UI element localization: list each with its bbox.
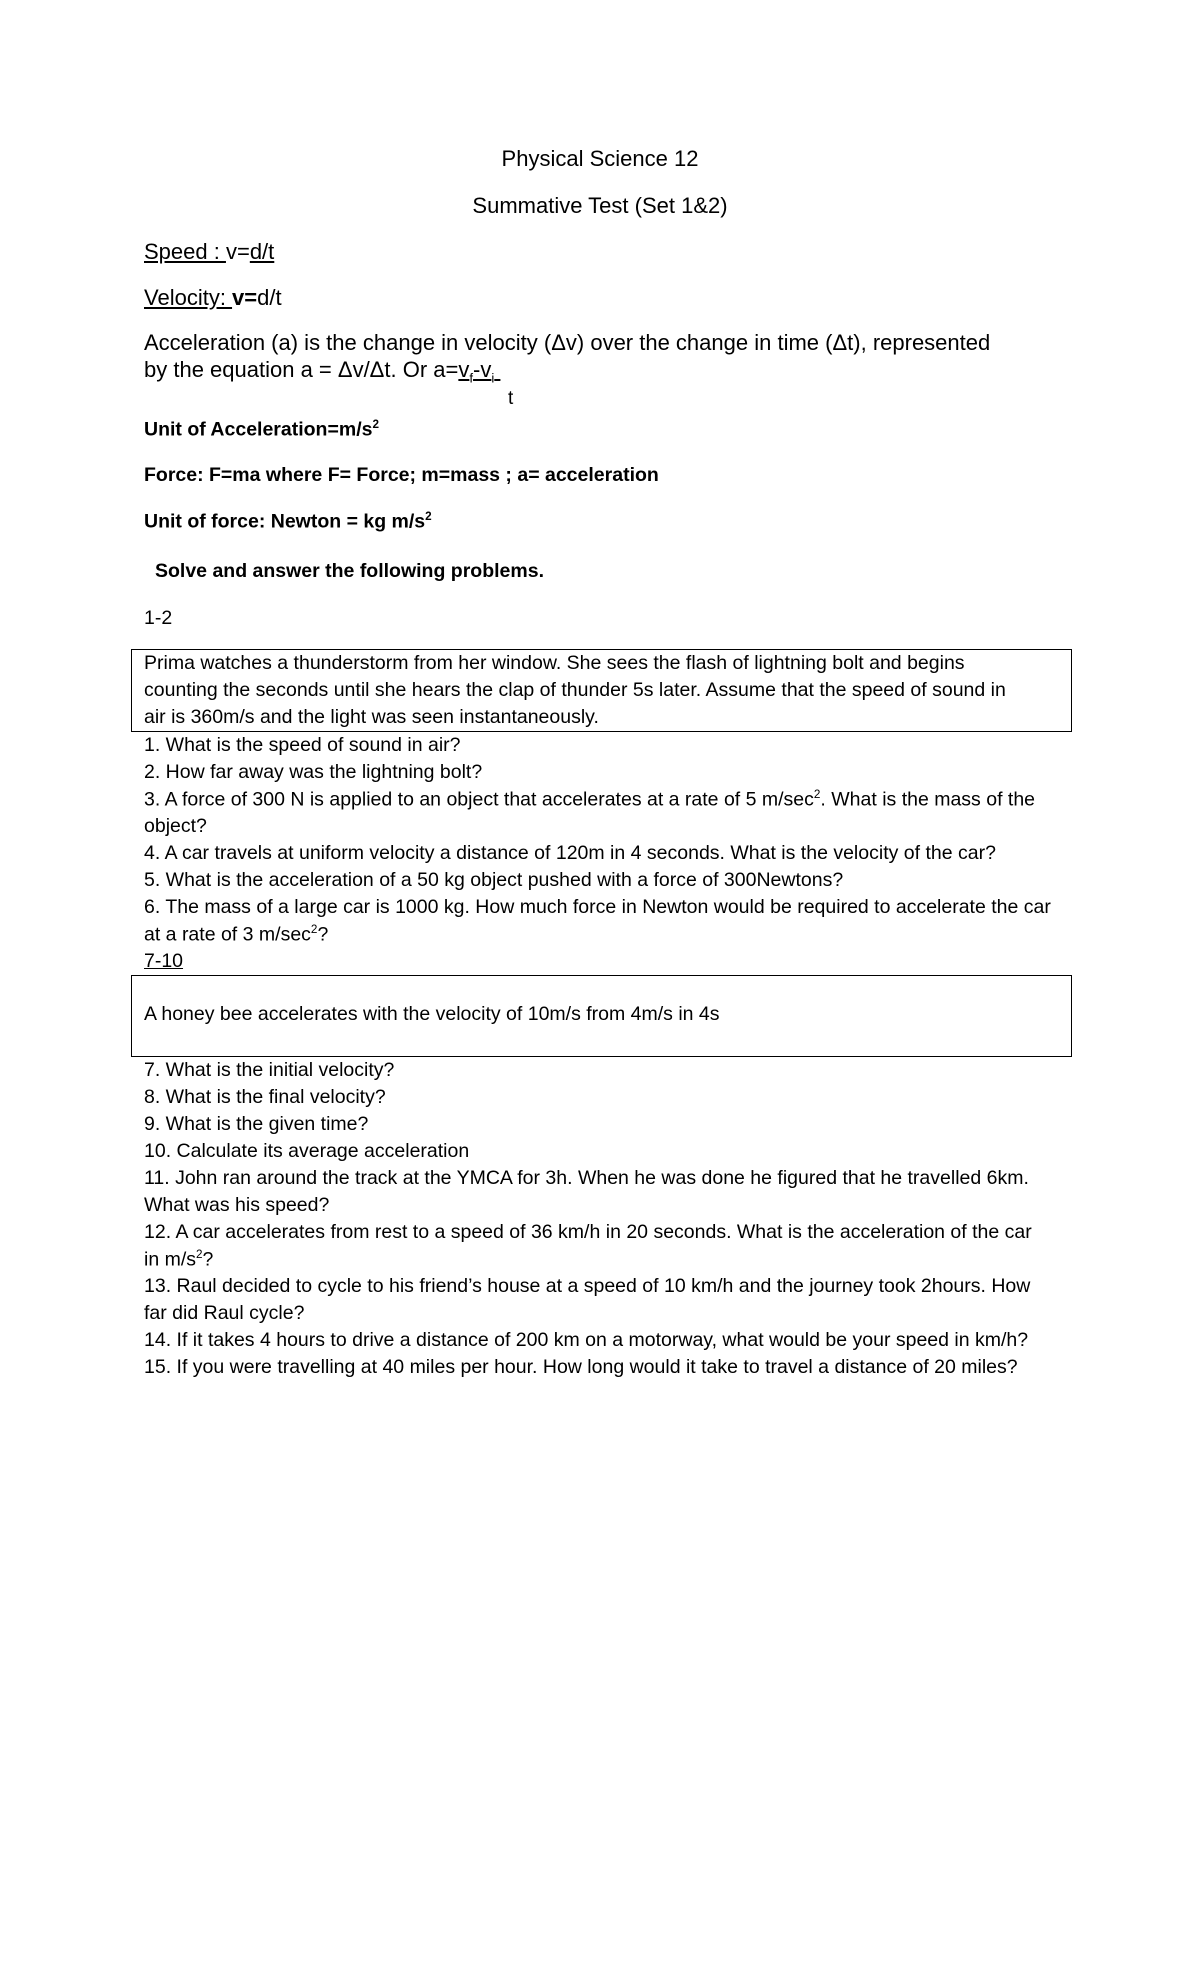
set2-passage: A honey bee accelerates with the velocity of 10m/s from 4m/s in 4s bbox=[144, 1003, 720, 1025]
velocity-formula bbox=[144, 285, 282, 311]
question-11: 11. John ran around the track at the YMCA for 3h. When he was done he figured that he travelled 6km. bbox=[144, 1167, 1029, 1189]
acceleration-numerator: $v_f-v_i$ bbox=[458, 357, 495, 386]
passage-line: air is 360m/s and the light was seen instantaneously. bbox=[144, 706, 599, 728]
question-14: 14. If it takes 4 hours to drive a distance of 200 km on a motorway, what would be your speed in km/h? bbox=[144, 1329, 1029, 1351]
question-6-continued: at a rate of 3 $m/\sec^2$? bbox=[144, 923, 329, 946]
question-6: 6. The mass of a large car is 1000 kg. How much force in Newton would be required to accelerate the car bbox=[144, 896, 1051, 918]
speed-eq-dt: d/t bbox=[249, 239, 275, 264]
speed-eq-v: v= bbox=[225, 239, 250, 264]
question-12: 12. A car accelerates from rest to a speed of 36 km/h in 20 seconds. What is the acceleration of the car bbox=[144, 1221, 1032, 1243]
question-3-continued: object? bbox=[144, 815, 207, 837]
question-7: 7. What is the initial velocity? bbox=[144, 1059, 395, 1081]
question-2: 2. How far away was the lightning bolt? bbox=[144, 761, 483, 783]
velocity-label: Velocity: bbox=[144, 285, 233, 310]
acceleration-definition-line2 bbox=[144, 357, 500, 385]
unit-of-force: Unit of force: Newton = kg $m/s^2$ bbox=[144, 510, 432, 533]
set1-passage bbox=[144, 652, 1064, 732]
speed-label: Speed : bbox=[144, 239, 226, 264]
set1-label: 1-2 bbox=[144, 607, 173, 629]
acceleration-definition-line1: Acceleration (a) is the change in velocity (Δv) over the change in time (Δt), represented bbox=[144, 330, 991, 355]
force-formula: Force: F=ma where F= Force; m=mass ; a= acceleration bbox=[144, 464, 659, 486]
question-list-set2 bbox=[144, 1059, 1104, 1389]
question-8: 8. What is the final velocity? bbox=[144, 1086, 386, 1108]
acceleration-equation-text: by the equation a = Δv/Δt. Or a= bbox=[144, 357, 459, 382]
question-list-set1 bbox=[144, 734, 1104, 954]
set2-label: 7-10 bbox=[144, 950, 184, 972]
question-11-continued: What was his speed? bbox=[144, 1194, 330, 1216]
question-15: 15. If you were travelling at 40 miles per hour. How long would it take to travel a distance of 20 miles? bbox=[144, 1356, 1018, 1378]
question-1: 1. What is the speed of sound in air? bbox=[144, 734, 461, 756]
velocity-eq-v: v= bbox=[232, 285, 258, 310]
acceleration-denominator: t bbox=[508, 388, 514, 409]
question-9: 9. What is the given time? bbox=[144, 1113, 369, 1135]
page-title: Physical Science 12 bbox=[501, 146, 699, 171]
question-13-continued: far did Raul cycle? bbox=[144, 1302, 305, 1324]
question-4: 4. A car travels at uniform velocity a distance of 120m in 4 seconds. What is the velocity of the car? bbox=[144, 842, 996, 864]
question-13: 13. Raul decided to cycle to his friend’s house at a speed of 10 km/h and the journey took 2hours. How bbox=[144, 1275, 1031, 1297]
question-12-continued: in $m/s^2$? bbox=[144, 1248, 214, 1271]
unit-of-acceleration: Unit of $Acceleration=m/s^2$ bbox=[144, 418, 379, 441]
velocity-eq-dt: d/t bbox=[257, 285, 282, 310]
question-10: 10. Calculate its average acceleration bbox=[144, 1140, 470, 1162]
question-3: 3. A force of 300 N is applied to an object that accelerates at a rate of 5 $m/\sec^2$. What is the mass of the bbox=[144, 788, 1036, 811]
passage-line: counting the seconds until she hears the clap of thunder 5s later. Assume that the speed of sound in bbox=[144, 679, 1006, 701]
passage-line: Prima watches a thunderstorm from her window. She sees the flash of lightning bolt and begins bbox=[144, 652, 965, 674]
page-subtitle: Summative Test (Set 1&2) bbox=[472, 193, 728, 218]
question-5: 5. What is the acceleration of a 50 kg object pushed with a force of 300Newtons? bbox=[144, 869, 844, 891]
speed-formula bbox=[144, 239, 274, 265]
instructions: Solve and answer the following problems. bbox=[155, 560, 544, 582]
